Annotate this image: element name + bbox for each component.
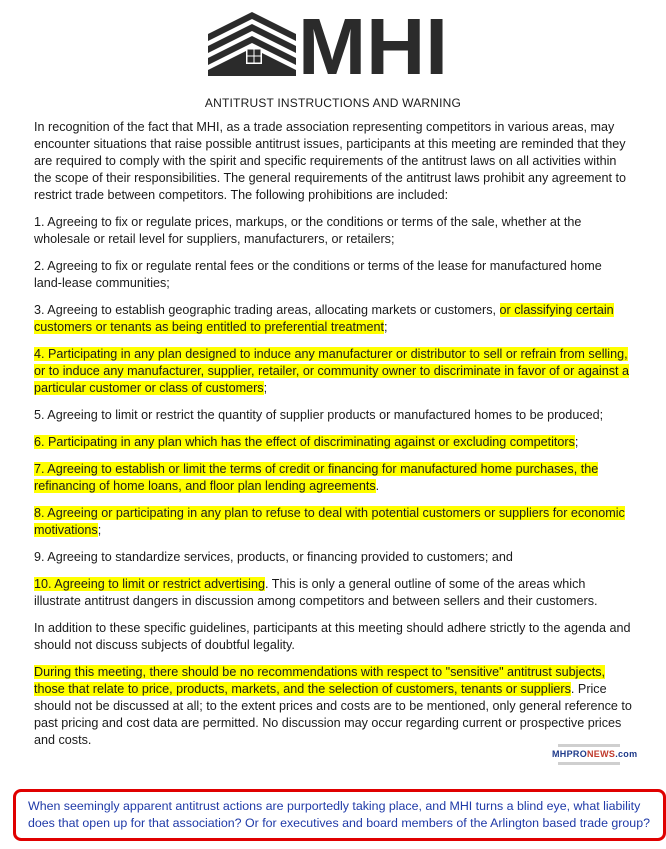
item-7-highlight: 7. Agreeing to establish or limit the terms of credit or financing for manufactured home purchases, the refinancing of home loans, and floor plan lending agreements [34, 462, 599, 493]
mhi-logo [208, 12, 454, 76]
svg-text:MHI: MHI [298, 12, 448, 76]
prohibition-item-2: 2. Agreeing to fix or regulate rental fees or the conditions or terms of the lease for manufactured home land-lease communities; [34, 259, 602, 290]
prohibition-item-10 [34, 576, 632, 610]
document-body [34, 119, 632, 759]
item-10-end: . This is only a general outline of some of the areas which illustrate antitrust dangers in discussion among competitors and between sellers and their customers. [34, 577, 598, 608]
prohibition-item-1: 1. Agreeing to fix or regulate prices, markups, or the conditions or terms of the sale, whether at the wholesale or retail level for suppliers, manufacturers, or retailers; [34, 215, 582, 246]
prohibition-item-7 [34, 461, 632, 495]
item-3-highlight: or classifying certain customers or tenants as being entitled to preferential treatment [34, 303, 614, 334]
meeting-highlight: During this meeting, there should be no recommendations with respect to "sensitive" antitrust subjects, those that relate to price, products, markets, and the selection of customers, tenants or suppliers [34, 665, 606, 696]
mhi-logo-graphic [208, 12, 454, 76]
item-8-end: ; [97, 523, 102, 537]
item-10-highlight: 10. Agreeing to limit or restrict advertising [34, 577, 265, 591]
callout-text: When seemingly apparent antitrust actions are purportedly taking place, and MHI turns a blind eye, what liability does that open up for that association? Or for executives and board members of the Arlington based trade group? [28, 799, 650, 830]
prohibition-item-8 [34, 505, 632, 539]
item-3-end: ; [384, 320, 388, 334]
prohibition-item-9: 9. Agreeing to standardize services, products, or financing provided to customers; and [34, 550, 513, 564]
meeting-paragraph [34, 664, 632, 749]
watermark-subline-bar [558, 762, 620, 765]
document-title: ANTITRUST INSTRUCTIONS AND WARNING [204, 96, 462, 110]
intro-paragraph: In recognition of the fact that MHI, as a trade association representing competitors in various areas, may encounter situations that raise possible antitrust issues, participants at this meeting are reminded that they are required to comply with the spirit and specific requirements of the antitrust laws on all activities within the scope of their responsibilities. The general requirements of the antitrust laws prohibit any agreement to restrict trade between competitors. The following prohibitions are included: [34, 120, 626, 202]
item-4-end: ; [263, 381, 268, 395]
item-3-text: 3. Agreeing to establish geographic trading areas, allocating markets or customers, [34, 303, 500, 317]
item-4-highlight: 4. Participating in any plan designed to induce any manufacturer or distributor to sell or refrain from selling, or to induce any manufacturer, supplier, retailer, or community owner to discriminate in favor of or against a particular customer or class of customers [34, 347, 629, 395]
prohibition-item-5: 5. Agreeing to limit or restrict the quantity of supplier products or manufactured homes to be produced; [34, 408, 604, 422]
brand-right: NEWS [587, 749, 616, 759]
prohibition-item-4 [34, 346, 632, 397]
commentary-callout [13, 789, 666, 841]
item-8-highlight: 8. Agreeing or participating in any plan to refuse to deal with potential customers or suppliers for economic motivations [34, 506, 625, 537]
meeting-end: . Price should not be discussed at all; to the extent prices and costs are to be mentioned, only general reference to past pricing and cost data are permitted. No discussion may occur regarding current or prospective prices and costs. [34, 682, 632, 747]
mhpronews-watermark [552, 742, 638, 774]
prohibition-item-6 [34, 434, 632, 451]
brand-left: MHPRO [552, 749, 587, 759]
prohibition-item-3 [34, 302, 632, 336]
watermark-brand [552, 749, 638, 760]
item-6-end: ; [574, 435, 579, 449]
brand-suffix: .com [615, 749, 638, 759]
guidelines-paragraph: In addition to these specific guidelines, participants at this meeting should adhere strictly to the agenda and should not discuss subjects of doubtful legality. [34, 621, 631, 652]
item-6-highlight: 6. Participating in any plan which has the effect of discriminating against or excluding competitors [34, 435, 575, 449]
watermark-tagline-bar [558, 744, 620, 747]
item-7-end: . [375, 479, 380, 493]
